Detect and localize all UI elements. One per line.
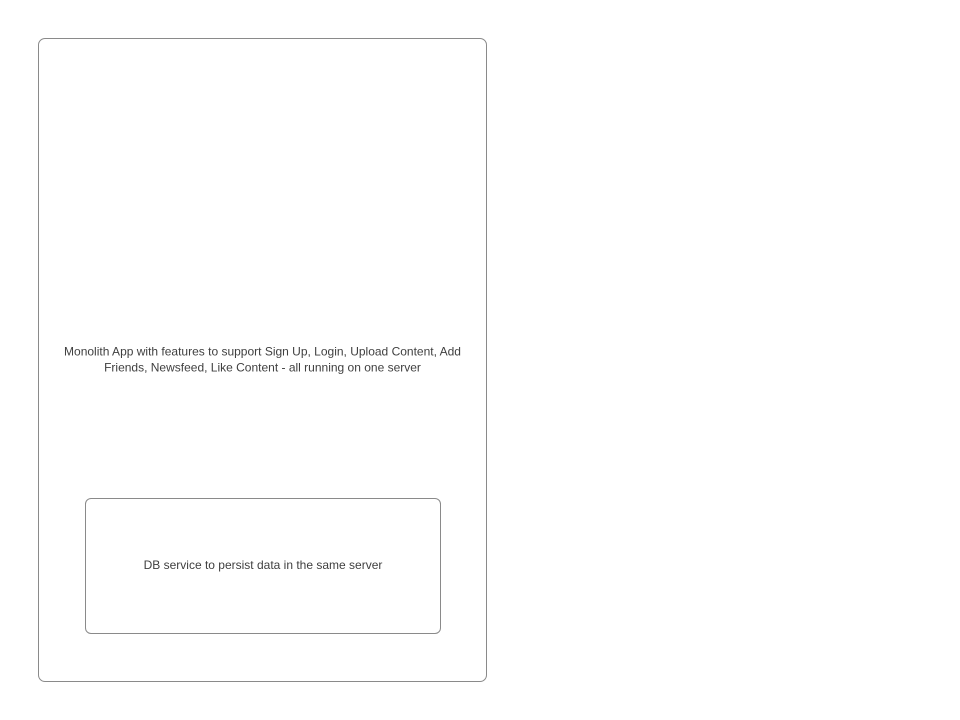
monolith-label-line-1: Monolith App with features to support Sign Up, Login, Upload Content, Add xyxy=(64,344,461,359)
db-service-label: DB service to persist data in the same server xyxy=(143,558,383,573)
monolith-label-line-2: Friends, Newsfeed, Like Content - all running on one server xyxy=(104,360,421,374)
db-service-box xyxy=(85,498,441,634)
monolith-server-box xyxy=(38,38,487,682)
monolith-server-label xyxy=(45,345,480,376)
